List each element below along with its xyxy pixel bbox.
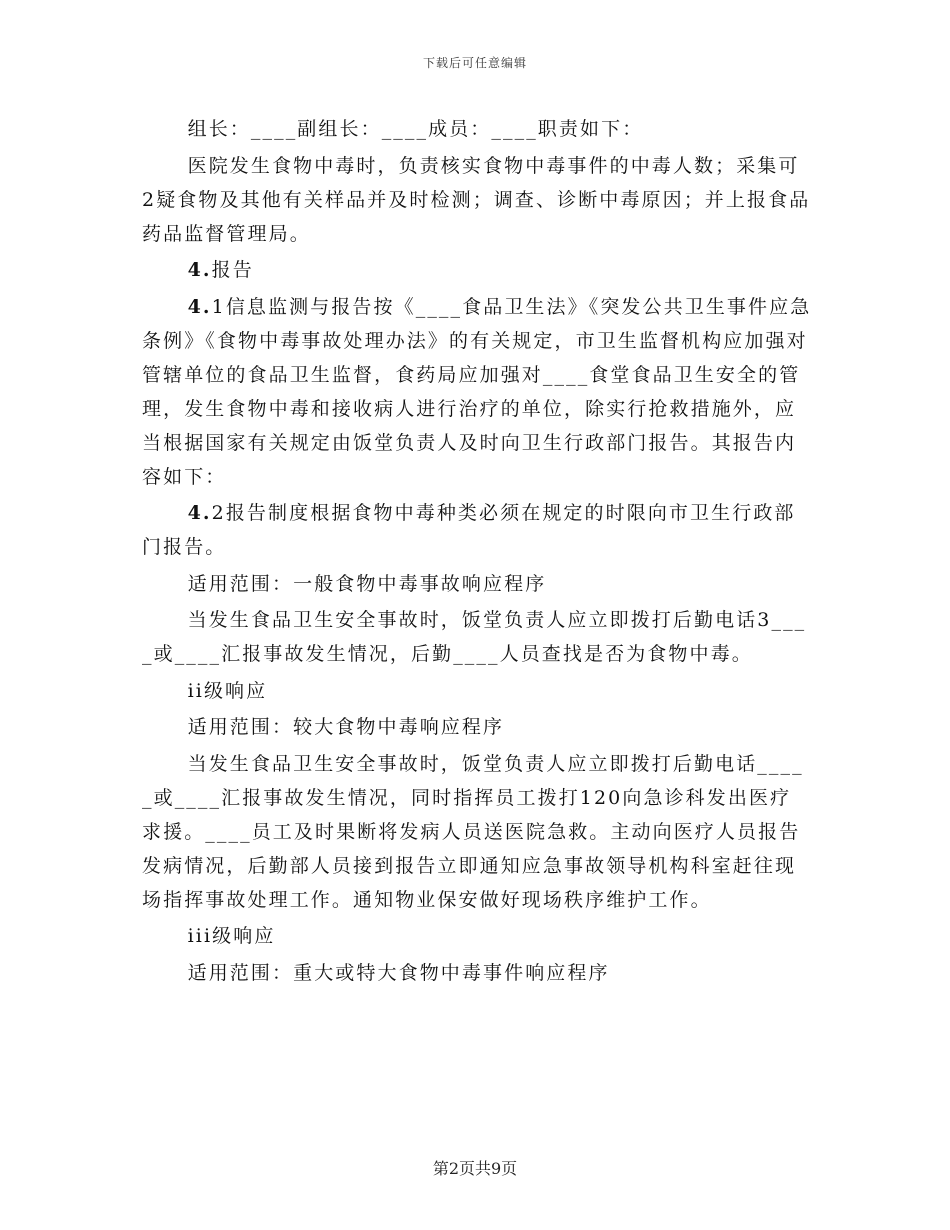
paragraph-4-2 bbox=[142, 496, 812, 564]
paragraph-scope-major: 适用范围：较大食物中毒响应程序 bbox=[187, 716, 505, 738]
paragraph-general-response: 当发生食品卫生安全事故时，饭堂负责人应立即拨打后勤电话3____或____汇报事故发生情况，后勤____人员查找是否为食物中毒。 bbox=[142, 609, 807, 665]
section-4-1-number: 4. bbox=[187, 295, 212, 318]
section-4-heading bbox=[142, 253, 812, 287]
paragraph-team-roles: 组长：____副组长：____成员：____职责如下： bbox=[187, 118, 644, 140]
page-number-footer: 第2页共9页 bbox=[432, 1159, 518, 1178]
paragraph-scope-severe: 适用范围：重大或特大食物中毒事件响应程序 bbox=[187, 961, 610, 984]
paragraph-major-response: 当发生食品卫生安全事故时，饭堂负责人应立即拨打后勤电话_____或____汇报事故发生情况，同时指挥员工拨打120向急诊科发出医疗求援。____员工及时果断将发病人员送医院急救。主动向医疗人员报告发病情况，后勤部人员接到报告立即通知应急事故领导机构科室赶往现场指挥事故处理工作。通知物业保安做好现场秩序维护工作。 bbox=[142, 752, 804, 911]
paragraph-4-1 bbox=[142, 290, 812, 494]
section-4-title: 报告 bbox=[211, 259, 254, 281]
paragraph-hospital-duty: 医院发生食物中毒时，负责核实食物中毒事件的中毒人数；采集可2疑食物及其他有关样品并及时检测；调查、诊断中毒原因；并上报食品药品监督管理局。 bbox=[142, 154, 811, 245]
section-4-1-text: 1信息监测与报告按《____食品卫生法》《突发公共卫生事件应急条例》《食物中毒事故处理办法》的有关规定，市卫生监督机构应加强对管辖单位的食品卫生监督，食药局应加强对____食堂食品卫生安全的管理，发生食物中毒和接收病人进行治疗的单位，除实行抢救措施外，应当根据国家有关规定由饭堂负责人及时向卫生行政部门报告。其报告内容如下： bbox=[142, 295, 812, 488]
section-4-number: 4. bbox=[187, 259, 212, 281]
heading-level-iii: iii级响应 bbox=[187, 925, 276, 947]
heading-level-ii: ii级响应 bbox=[187, 679, 268, 702]
document-body bbox=[142, 112, 812, 992]
page-header-note: 下载后可任意编辑 bbox=[422, 56, 527, 70]
section-4-2-number: 4. bbox=[187, 502, 212, 524]
section-4-2-text: 2报告制度根据食物中毒种类必须在规定的时限向市卫生行政部门报告。 bbox=[142, 502, 796, 558]
paragraph-scope-general: 适用范围：一般食物中毒事故响应程序 bbox=[187, 572, 547, 595]
